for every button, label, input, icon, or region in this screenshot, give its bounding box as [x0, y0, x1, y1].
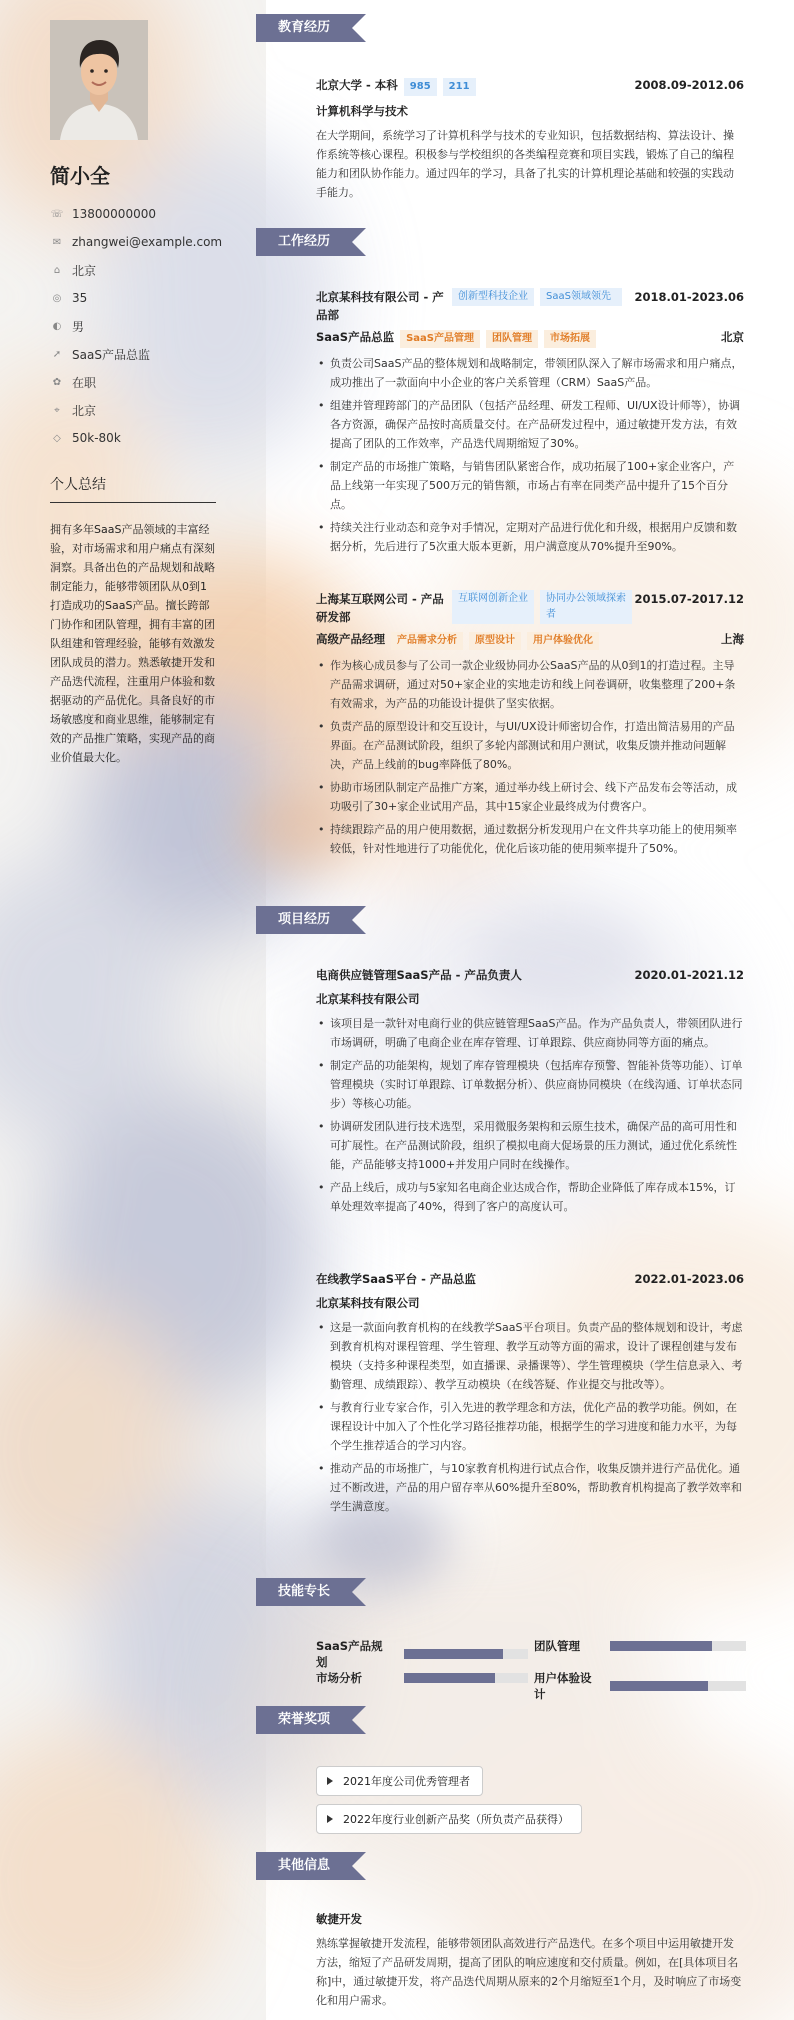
job-city: 北京 [721, 330, 744, 344]
info-gender: ◐ 男 [50, 312, 260, 340]
job-role: SaaS产品总监 [316, 330, 395, 344]
list-item: • 这是一款面向教育机构的在线教学SaaS平台项目。负责产品的整体规划和设计，考虑到教育机构对课程管理、学生管理、教学互动等方面的需求，设计了课程创建与发布模块（支持多种课程类型，如直播课、录播课等）、学生管理模块（学生信息录入、考勤管理、成绩跟踪）、教学互动模块（在线答疑、作业提交与批改等）。 [316, 1318, 744, 1394]
school-name: 北京大学 - 本科 [316, 78, 398, 92]
education-major: 计算机科学与技术 [316, 104, 408, 118]
summary-title: 个人总结 [50, 474, 216, 503]
skill-bar-fill [610, 1641, 712, 1651]
work-date: 2015.07-2017.12 [634, 592, 744, 606]
info-home: ⌂ 北京 [50, 256, 260, 284]
project-entry-2 [316, 1270, 744, 1520]
others-subtitle: 敏捷开发 [316, 1912, 362, 1926]
skill-item: 用户体验设计 [534, 1670, 746, 1702]
main-content [266, 0, 794, 2020]
list-item: • 推动产品的市场推广，与10家教育机构进行试点合作，收集反馈并进行产品优化。通过不断改进，产品的用户留存率从60%提升至80%，帮助教育机构提高了教学效率和学生满意度。 [316, 1459, 744, 1516]
info-phone: ☏ 13800000000 [50, 207, 156, 221]
list-item: • 制定产品的功能架构，规划了库存管理模块（包括库存预警、智能补货等功能）、订单管理模块（实时订单跟踪、订单数据分析）、供应商协同模块（在线沟通、订单状态同步）等核心功能。 [316, 1056, 744, 1113]
info-salary: ◇ 50k-80k [50, 424, 260, 452]
list-item: • 作为核心成员参与了公司一款企业级协同办公SaaS产品的从0到1的打造过程。主导产品需求调研，通过对50+家企业的实地走访和线上问卷调研，收集整理了200+条有效需求，为产品的功能设计提供了坚实依据。 [316, 656, 744, 713]
job-city: 上海 [721, 632, 744, 646]
list-item: • 负责产品的原型设计和交互设计，与UI/UX设计师密切合作，打造出简洁易用的产品界面。在产品测试阶段，组织了多轮内部测试和用户测试，收集反馈并推动问题解决，产品上线前的bug率降低了80%。 [316, 717, 744, 774]
sidebar [0, 0, 266, 2020]
work-bullets [316, 354, 744, 556]
summary-text: 拥有多年SaaS产品领域的丰富经验，对市场需求和用户痛点有深刻洞察。具备出色的产品规划和战略制定能力，能够带领团队从0到1打造成功的SaaS产品。擅长跨部门协作和团队管理，拥有丰富的团队组建和管理经验，能够有效激发团队成员的潜力。熟悉敏捷开发和产品迭代流程，注重用户体验和数据驱动的产品优化。具备良好的市场敏感度和商业思维，能够制定有效的产品推广策略，实现产品的商业价值最大化。 [50, 523, 215, 764]
salary-icon: ◇ [53, 432, 61, 444]
education-date: 2008.09-2012.06 [634, 78, 744, 92]
phone-icon: ☏ [50, 208, 64, 220]
list-item: • 负责公司SaaS产品的整体规划和战略制定，带领团队深入了解市场需求和用户痛点，成功推出了一款面向中小企业的客户关系管理（CRM）SaaS产品。 [316, 354, 744, 392]
info-age: ◎ 35 [50, 284, 260, 312]
list-item: • 持续关注行业动态和竞争对手情况，定期对产品进行优化和升级，根据用户反馈和数据分析，先后进行了5次重大版本更新，用户满意度从70%提升至90%。 [316, 518, 744, 556]
list-item: • 持续跟踪产品的用户使用数据，通过数据分析发现用户在文件共享功能上的使用频率较低，针对性地进行了功能优化，优化后该功能的使用频率提升了50%。 [316, 820, 744, 858]
list-item: • 制定产品的市场推广策略，与销售团队紧密合作，成功拓展了100+家企业客户，产品上线第一年实现了500万元的销售额，市场占有率在同类产品中提升了15个百分点。 [316, 457, 744, 514]
triangle-icon [327, 1815, 333, 1823]
work-entry-2 [316, 590, 744, 862]
section-tag-awards: 荣誉奖项 [256, 1706, 366, 1734]
section-tag-education: 教育经历 [256, 14, 366, 42]
home-icon: ⌂ [53, 264, 61, 276]
others-desc: 熟练掌握敏捷开发流程，能够带领团队高效进行产品迭代。在多个项目中运用敏捷开发方法，缩短了产品研发周期，提高了团队的响应速度和交付质量。例如，在[具体项目名称]中，通过敏捷开发，将产品迭代周期从原来的2个月缩短至1个月，及时响应了市场变化和用户需求。 [316, 1937, 742, 2007]
project-company: 北京某科技有限公司 [316, 992, 420, 1006]
info-job: ➚ SaaS产品总监 [50, 340, 260, 368]
section-tag-projects: 项目经历 [256, 906, 366, 934]
job-role: 高级产品经理 [316, 632, 385, 646]
status-icon: ✿ [52, 376, 62, 388]
gender-icon: ◐ [52, 320, 62, 332]
info-status: ✿ 在职 [50, 368, 260, 396]
avatar [50, 20, 148, 140]
skill-bar [404, 1649, 528, 1659]
project-entry-1 [316, 966, 744, 1220]
job-icon: ➚ [52, 348, 62, 360]
role-tag: 原型设计 [469, 632, 521, 650]
project-name: 电商供应链管理SaaS产品 - 产品负责人 [316, 968, 522, 982]
award-item: 2021年度公司优秀管理者 [316, 1766, 483, 1796]
project-bullets [316, 1014, 744, 1216]
person-photo-icon [50, 20, 148, 140]
role-tag: 市场拓展 [544, 330, 596, 348]
company-badge: 协同办公领域探索者 [540, 590, 632, 624]
skill-item: 市场分析 [316, 1670, 528, 1686]
section-tag-others: 其他信息 [256, 1852, 366, 1880]
role-tag: 产品需求分析 [391, 632, 463, 650]
skill-bar-fill [610, 1681, 708, 1691]
project-company: 北京某科技有限公司 [316, 1296, 420, 1310]
skill-bar-fill [404, 1673, 495, 1683]
role-tag: SaaS产品管理 [400, 330, 480, 348]
skill-item: 团队管理 [534, 1638, 746, 1654]
list-item: • 组建并管理跨部门的产品团队（包括产品经理、研发工程师、UI/UX设计师等），协调各方资源，确保产品按时高质量交付。在产品研发过程中，通过敏捷开发方法，有效提高了团队的工作效率，产品迭代周期缩短了30%。 [316, 396, 744, 453]
skill-item: SaaS产品规划 [316, 1638, 528, 1670]
project-date: 2022.01-2023.06 [634, 1272, 744, 1286]
location-icon: ⌖ [54, 404, 60, 416]
section-tag-work: 工作经历 [256, 228, 366, 256]
role-tag: 用户体验优化 [527, 632, 599, 650]
company-badge: SaaS领域领先 [540, 288, 622, 306]
contact-info-list [50, 200, 260, 452]
skill-bar [404, 1673, 528, 1683]
age-icon: ◎ [52, 292, 62, 304]
company-badge: 互联网创新企业 [452, 590, 534, 624]
profile-name: 简小全 [50, 164, 110, 188]
skill-bar [610, 1641, 746, 1651]
project-name: 在线教学SaaS平台 - 产品总监 [316, 1272, 476, 1286]
list-item: • 与教育行业专家合作，引入先进的教学理念和方法，优化产品的教学功能。例如，在课程设计中加入了个性化学习路径推荐功能，根据学生的学习进度和能力水平，为每个学生推荐适合的学习内容。 [316, 1398, 744, 1455]
company-name: 上海某互联网公司 - 产品研发部 [316, 592, 444, 624]
mail-icon: ✉ [52, 236, 62, 248]
project-bullets [316, 1318, 744, 1516]
skill-bar [610, 1681, 746, 1691]
list-item: • 协助市场团队制定产品推广方案，通过举办线上研讨会、线下产品发布会等活动，成功吸引了30+家企业试用产品，其中15家企业最终成为付费客户。 [316, 778, 744, 816]
award-item: 2022年度行业创新产品奖（所负责产品获得） [316, 1804, 582, 1834]
list-item: • 该项目是一款针对电商行业的供应链管理SaaS产品。作为产品负责人，带领团队进行市场调研，明确了电商企业在库存管理、订单跟踪、供应商协同等方面的痛点。 [316, 1014, 744, 1052]
others-entry [316, 1910, 744, 2010]
education-entry [316, 76, 744, 202]
skill-bar-fill [404, 1649, 503, 1659]
badge-985: 985 [404, 78, 437, 96]
info-location: ⌖ 北京 [50, 396, 260, 424]
work-bullets [316, 656, 744, 858]
company-name: 北京某科技有限公司 - 产品部 [316, 290, 444, 322]
triangle-icon [327, 1777, 333, 1785]
list-item: • 产品上线后，成功与5家知名电商企业达成合作，帮助企业降低了库存成本15%，订单处理效率提高了40%，得到了客户的高度认可。 [316, 1178, 744, 1216]
education-desc: 在大学期间，系统学习了计算机科学与技术的专业知识，包括数据结构、算法设计、操作系统等核心课程。积极参与学校组织的各类编程竞赛和项目实践，锻炼了自己的编程能力和团队协作能力。通过四年的学习，具备了扎实的计算机理论基础和较强的实践动手能力。 [316, 129, 734, 199]
work-date: 2018.01-2023.06 [634, 290, 744, 304]
section-tag-skills: 技能专长 [256, 1578, 366, 1606]
list-item: • 协调研发团队进行技术选型，采用微服务架构和云原生技术，确保产品的高可用性和可扩展性。在产品测试阶段，组织了模拟电商大促场景的压力测试，通过优化系统性能，产品能够支持1000+并发用户同时在线操作。 [316, 1117, 744, 1174]
company-badge: 创新型科技企业 [452, 288, 534, 306]
work-entry-1 [316, 288, 744, 560]
role-tag: 团队管理 [486, 330, 538, 348]
project-date: 2020.01-2021.12 [634, 968, 744, 982]
badge-211: 211 [443, 78, 476, 96]
info-email[interactable]: ✉ zhangwei@example.com [50, 228, 260, 256]
